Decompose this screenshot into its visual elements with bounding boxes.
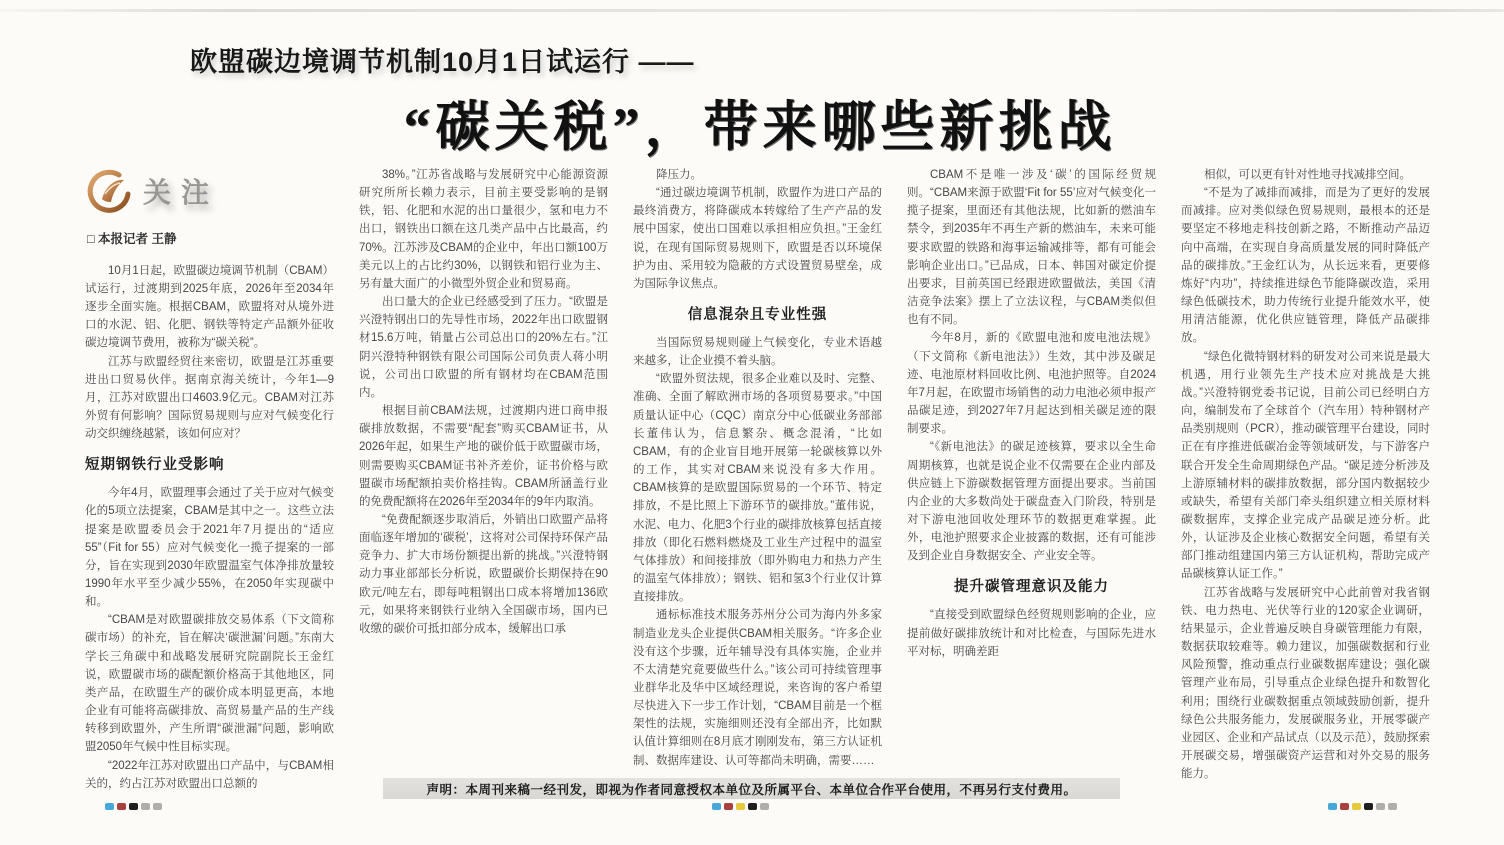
body-paragraph: “CBAM是对欧盟碳排放交易体系（下文简称碳市场）的补充，旨在解决‘碳泄漏’问题。”东南大学长三角碳中和战略发展研究院副院长王金红说，欧盟碳市场的碳配额价格高于其他地区，同类产品，在欧盟生产的碳价成本明显更高，本地企业有可能将高碳排放、高贸易量产品的生产线转移到欧盟外，产生所谓“碳泄漏”问题，影响欧盟2050年气候中性目标实现。 — [85, 614, 334, 754]
color-dot — [760, 803, 769, 810]
article-column-4 — [907, 166, 1156, 772]
article-column-5 — [1181, 166, 1430, 781]
registration-marks-left — [105, 802, 162, 810]
body-paragraph: “2022年江苏对欧盟出口产品中，与CBAM相关的，约占江苏对欧盟出口总额的 — [85, 759, 334, 790]
body-paragraph: “免费配额逐步取消后，外销出口欧盟产品将面临逐年增加的‘碳税’，这将对公司保持环保产品竞争力、扩大市场份额提出新的挑战。”兴澄特钢动力事业部部长分析说，欧盟碳价长期保持在90欧元/吨左右，即每吨粗钢出口成本将增加136欧元，如果将来钢铁行业纳入全国碳市场，国内已收缴的碳价可抵扣部分成本，缓解出口承 — [359, 513, 608, 635]
color-dot — [724, 803, 733, 810]
color-dot — [748, 803, 757, 810]
body-paragraph: CBAM不是唯一涉及‘碳’的国际经贸规则。“CBAM来源于欧盟‘Fit for 55’应对气候变化一揽子提案，里面还有其他法规，比如新的燃油车禁令，到2035年不再生产新的燃油车，未来可能要求欧盟的铁路和海事运输减排等，都有可能会影响企业出口。”已品成，日本、韩国对碳定价提出要求，目前英国已经跟进欧盟做法，美国《清洁竞争法案》摆上了立法议程，与CBAM类似但也有不同。 — [907, 169, 1156, 327]
color-dot — [736, 803, 745, 810]
body-paragraph: 江苏省战略与发展研究中心此前曾对我省钢铁、电力热电、光伏等行业的120家企业调研，结果显示，企业普遍反映自身碳管理能力有限，数据获取较难等。赖力建议，加强碳数据和行业风险预警，推动重点行业碳数据库建设；强化碳管理产业布局，引导重点企业绿色提升和数智化利用；围绕行业碳数据重点领域鼓励创新，提升绿色公共服务能力，发展碳服务业，开展零碳产业园区、企业和产品试点（以及示范），鼓励探索开展碳交易，增强碳资产运营和对外交易的服务能力。 — [1181, 586, 1430, 781]
body-paragraph: “通过碳边境调节机制，欧盟作为进口产品的最终消费方，将降碳成本转嫁给了生产产品的发展中国家，使出口国难以承担相应负担。”王金红说，在现有国际贸易规则下，欧盟是否以环境保护为由、采用较为隐蔽的方式设置贸易壁垒，成为国际争议焦点。 — [633, 187, 882, 290]
body-paragraph: 今年8月，新的《欧盟电池和废电池法规》（下文简称《新电池法》）生效，其中涉及碳足迹、电池原材料回收比例、电池护照等。自2024年7月起，在欧盟市场销售的动力电池必须申报产品碳足迹，到2027年7月起达到相关碳足迹的限制要求。 — [907, 332, 1156, 436]
copyright-notice-bar — [383, 778, 1120, 799]
color-dot — [153, 803, 162, 810]
color-dot — [1352, 803, 1361, 810]
color-dot — [1364, 803, 1373, 810]
color-dot — [105, 803, 114, 810]
color-dot — [141, 803, 150, 810]
body-paragraph: 38%。”江苏省战略与发展研究中心能源资源研究所所长赖力表示，目前主要受影响的是钢铁，铝、化肥和水泥的出口量很少，氢和电力不出口，钢铁出口额在这几类产品中占比最高，约70%。江苏涉及CBAM的企业中，年出口额100万美元以上的占比约30%，以钢铁和铝行业为主、另有量大面广的小微型外贸企业和贸易商。 — [359, 169, 608, 290]
copyright-notice-text: 声明：本周刊来稿一经刊发，即视为作者同意授权本单位及所属平台、本单位合作平台使用，不再另行支付费用。 — [426, 782, 1077, 797]
body-paragraph: 当国际贸易规则碰上气候变化，专业术语越来越多，让企业摸不着头脑。 — [633, 337, 882, 368]
page-top-rule — [0, 9, 1504, 12]
body-paragraph: 今年4月，欧盟理事会通过了关于应对气候变化的5项立法提案，CBAM是其中之一。这些立法提案是欧盟委员会于2021年7月提出的“适应55”（Fit for 55）应对气候变化一揽子提案的一部分，旨在实现到2030年欧盟温室气体净排放量较1990年水平至少减少55%，在2050年实现碳中和。 — [85, 487, 334, 609]
column-label: 关注 — [143, 176, 220, 208]
body-paragraph: “直接受到欧盟绿色经贸规则影响的企业，应提前做好碳排放统计和对比检查，与国际先进水平对标，明确差距 — [907, 609, 1156, 658]
body-paragraph: 江苏与欧盟经贸往来密切，欧盟是江苏重要进出口贸易伙伴。据南京海关统计，今年1—9月，江苏对欧盟出口4603.9亿元。CBAM对江苏外贸有何影响？国际贸易规则与应对气候变化行动交织缠绕越紧，该如何应对？ — [85, 355, 334, 441]
headline: “碳关税”，带来哪些新挑战 — [403, 97, 1117, 157]
body-paragraph: “绿色化微特钢材料的研发对公司来说是最大机遇，用行业领先生产技术应对挑战是大挑战。”兴澄特钢党委书记说，目前公司已经明白方向，编制发布了全球首个（汽车用）特种钢材产品类别规则（PCR），推动碳管理平台建设，同时正在有序推进低碳冶金等领域研发，与下游客户联合开发全生命周期绿色产品。“碳足迹分析涉及上游原辅材料的碳排放数据，部分国内数据较少或缺失，希望有关部门牵头组织建立相关原材料碳数据库，支撑企业完成产品碳足迹分析。此外，认证涉及企业核心数据安全问题，希望有关部门推动组建国内第三方认证机构，帮助完成产品碳核算认证工作。” — [1181, 350, 1430, 581]
focus-logo-icon — [87, 170, 133, 216]
body-paragraph: 相似，可以更有针对性地寻找减排空间。 — [1204, 169, 1411, 181]
body-paragraph: 降压力。 — [656, 169, 702, 181]
byline: □ 本报记者 王静 — [87, 232, 177, 246]
column-brand — [87, 170, 334, 216]
registration-marks-center — [712, 802, 769, 810]
body-paragraph: 出口量大的企业已经感受到了压力。“欧盟是兴澄特钢出口的先导性市场，2022年出口欧盟钢材15.6万吨，销量占公司总出口的20%左右。”江阴兴澄特种钢铁有限公司国际公司负责人蒋小明说，公司出口欧盟的所有钢材均在CBAM范围内。 — [359, 296, 608, 399]
color-dot — [117, 803, 126, 810]
color-dot — [1340, 803, 1349, 810]
color-dot — [1376, 803, 1385, 810]
body-paragraph: “不是为了减排而减排，而是为了更好的发展而减排。应对类似绿色贸易规则，最根本的还是要坚定不移地走科技创新之路，不断推动产品迈向中高端，在实现自身高质量发展的同时降低产品的碳排放。”王金红认为，从长远来看，更要修炼好“内功”，持续推进绿色节能降碳改造，采用绿色低碳技术，助力传统行业提升能效水平，使用清洁能源，优化供应链管理，降低产品碳排放。 — [1181, 187, 1430, 345]
body-paragraph: “《新电池法》的碳足迹核算，要求以全生命周期核算，也就是说企业不仅需要在企业内部及供应链上下游碳数据管理方面提出要求。当前国内企业的大多数尚处于碳盘查入门阶段，特别是对下游电池回收处理环节的数据更难掌握。此外，电池护照要求企业披露的数据，还有可能涉及到企业自身数据安全、产业安全等。 — [907, 441, 1156, 563]
body-paragraph: 通标标准技术服务苏州分公司为海内外多家制造业龙头企业提供CBAM相关服务。“许多企业没有这个步骤，近年辅导没有具体实施，企业并不太清楚究竟要做些什么。”该公司可持续管理事业群华北及华中区域经理说，来咨询的客户希望尽快进入下一步工作计划，“CBAM目前是一个框架性的法规，实施细则还没有全部出齐，比如默认值计算细则在8月底才刚刚发布，第三方认证机制、数据库建设、认可等都尚未明确，需要…… — [633, 609, 882, 767]
section-heading: 提升碳管理意识及能力 — [954, 579, 1109, 596]
body-paragraph: 根据目前CBAM法规，过渡期内进口商申报碳排放数据，不需要“配套”购买CBAM证书，从2026年起，如果生产地的碳价低于欧盟碳市场，则需要购买CBAM证书补齐差价，证书价格与欧盟碳市场配额拍卖价格挂钩。CBAM所涵盖行业的免费配额将在2026年至2034年的9年内取消。 — [359, 405, 608, 508]
article-column-1 — [85, 166, 334, 790]
body-paragraph: 10月1日起，欧盟碳边境调节机制（CBAM）试运行，过渡期到2025年底，2026年至2034年逐步全面实施。根据CBAM，欧盟将对从境外进口的水泥、铝、化肥、钢铁等特定产品额外征收碳边境调节费用，被称为“碳关税”。 — [85, 264, 334, 350]
section-heading: 信息混杂且专业性强 — [687, 307, 828, 324]
article-column-2 — [359, 166, 608, 772]
color-dot — [712, 803, 721, 810]
section-heading: 短期钢铁行业受影响 — [85, 457, 225, 474]
registration-marks-right — [1328, 802, 1397, 810]
kicker: 欧盟碳边境调节机制10月1日试运行 —— — [190, 47, 695, 77]
color-dot — [129, 803, 138, 810]
color-dot — [1328, 803, 1337, 810]
article-column-3 — [633, 166, 882, 772]
color-dot — [1388, 803, 1397, 810]
body-paragraph: “欧盟外贸法规，很多企业难以及时、完整、准确、全面了解欧洲市场的各项贸易要求。”中国质量认证中心（CQC）南京分中心低碳业务部部长董伟认为，信息繁杂、概念混淆，“比如CBAM，有的企业盲目地开展第一轮碳核算以外的工作，其实对CBAM来说没有多大作用。CBAM核算的是欧盟国际贸易的一个环节、特定排放，不是比照上下游环节的碳排放。”董伟说，水泥、电力、化肥3个行业的碳排放核算包括直接排放（即化石燃料燃烧及工业生产过程中的温室气体排放）和间接排放（即外购电力和热力产生的温室气体排放）；钢铁、铝和氢3个行业仅计算直接排放。 — [633, 373, 882, 604]
